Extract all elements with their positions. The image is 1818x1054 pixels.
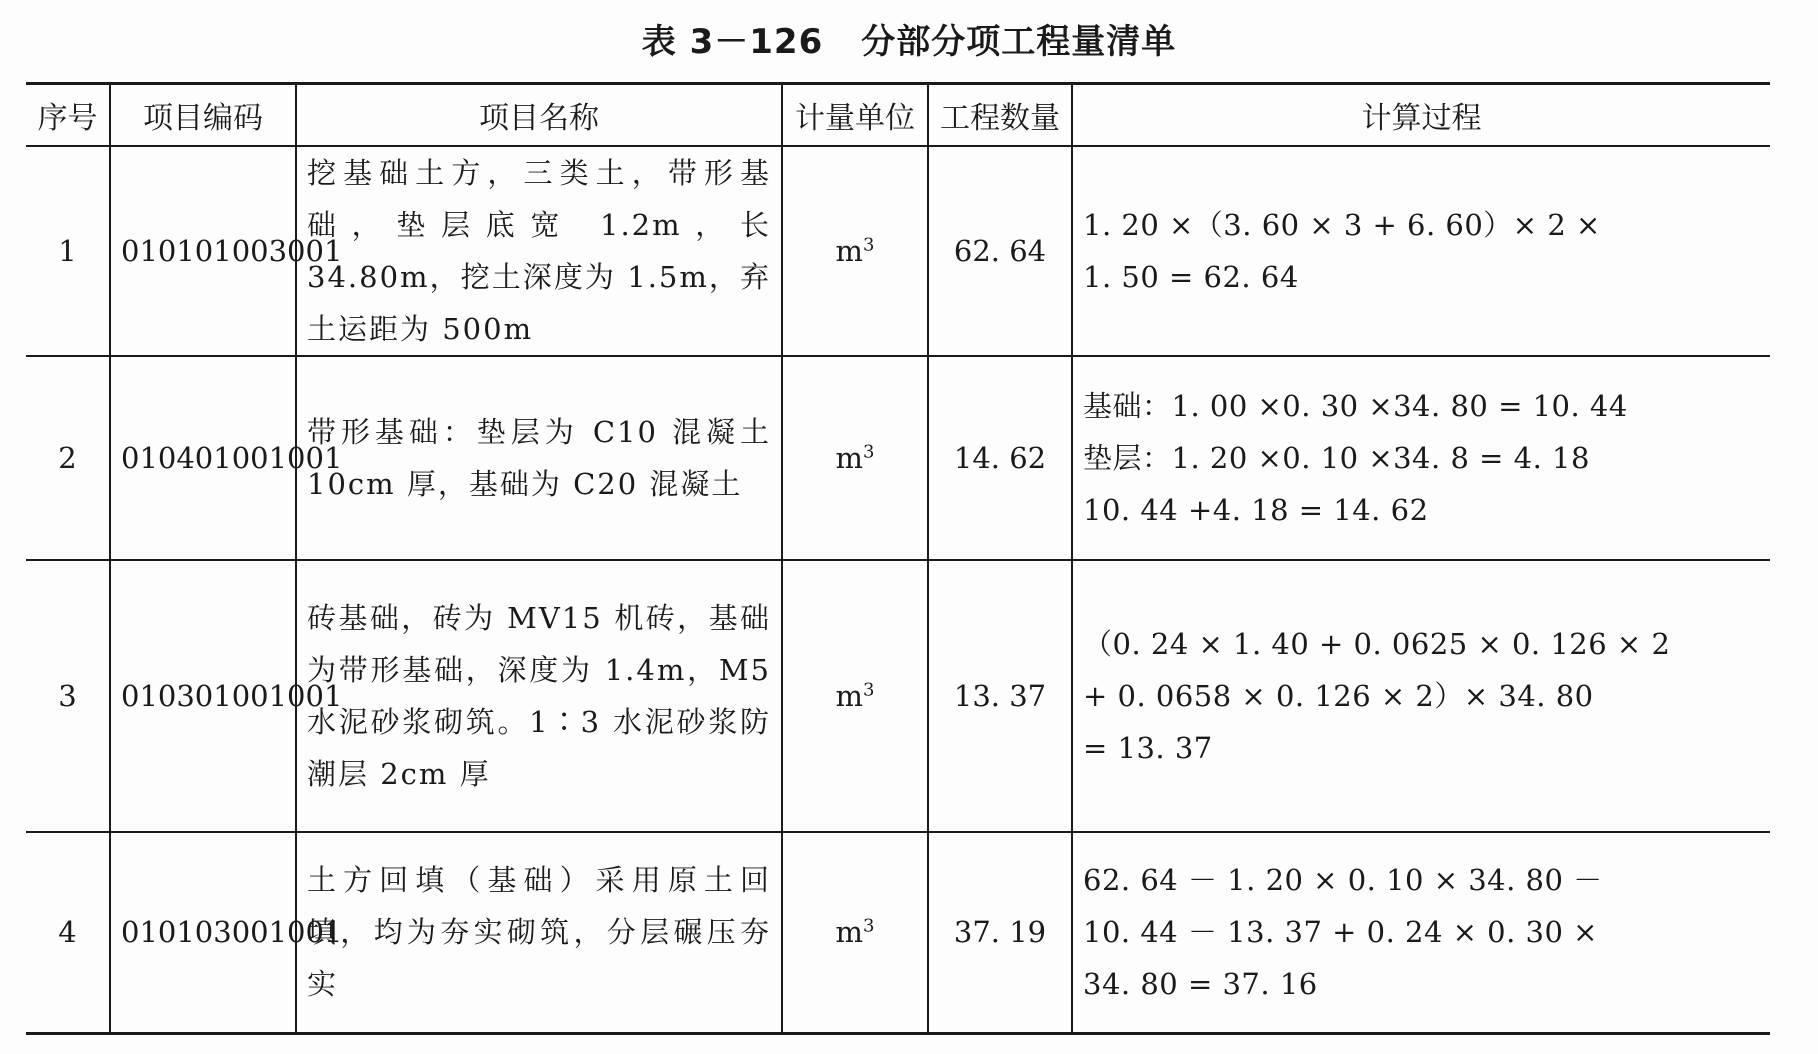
calc-line: 1. 20 ×（3. 60 × 3 + 6. 60）× 2 × bbox=[1083, 207, 1601, 242]
unit-base: m bbox=[835, 233, 864, 268]
cell-code: 010103001001 bbox=[110, 832, 296, 1034]
cell-code: 010401001001 bbox=[110, 356, 296, 560]
calc-line: 10. 44 +4. 18 = 14. 62 bbox=[1083, 492, 1429, 527]
cell-unit bbox=[782, 356, 928, 560]
cell-unit bbox=[782, 560, 928, 832]
cell-qty: 37. 19 bbox=[928, 832, 1072, 1034]
header-seq: 序号 bbox=[26, 84, 110, 146]
cell-seq: 2 bbox=[26, 356, 110, 560]
calc-line: 1. 50 = 62. 64 bbox=[1083, 259, 1299, 294]
cell-seq: 4 bbox=[26, 832, 110, 1034]
cell-seq: 1 bbox=[26, 146, 110, 356]
unit-base: m bbox=[835, 678, 864, 713]
table-row bbox=[26, 356, 1770, 560]
calc-line: + 0. 0658 × 0. 126 × 2）× 34. 80 bbox=[1083, 678, 1594, 713]
cell-name: 土方回填（基础）采用原土回填，均为夯实砌筑，分层碾压夯实 bbox=[296, 832, 782, 1034]
cell-calc bbox=[1072, 146, 1770, 356]
cell-code: 010301001001 bbox=[110, 560, 296, 832]
unit-exponent: 3 bbox=[863, 915, 875, 937]
table-row bbox=[26, 560, 1770, 832]
calc-line: 基础：1. 00 ×0. 30 ×34. 80 = 10. 44 bbox=[1083, 388, 1628, 423]
table-row bbox=[26, 146, 1770, 356]
table-title bbox=[0, 16, 1818, 68]
unit-exponent: 3 bbox=[863, 678, 875, 700]
calc-line: （0. 24 × 1. 40 + 0. 0625 × 0. 126 × 2 bbox=[1083, 626, 1671, 661]
cell-name: 砖基础，砖为 MV15 机砖，基础为带形基础，深度为 1.4m，M5 水泥砂浆砌筑。1∶3 水泥砂浆防潮层 2cm 厚 bbox=[296, 560, 782, 832]
cell-qty: 62. 64 bbox=[928, 146, 1072, 356]
header-calc: 计算过程 bbox=[1072, 84, 1770, 146]
header-qty: 工程数量 bbox=[928, 84, 1072, 146]
table-row bbox=[26, 832, 1770, 1034]
cell-calc bbox=[1072, 356, 1770, 560]
calc-line: 垫层：1. 20 ×0. 10 ×34. 8 = 4. 18 bbox=[1083, 440, 1590, 475]
calc-line: 34. 80 = 37. 16 bbox=[1083, 967, 1318, 1002]
cell-unit bbox=[782, 146, 928, 356]
unit-exponent: 3 bbox=[863, 440, 875, 462]
bill-of-quantities-table bbox=[26, 82, 1770, 1035]
header-code: 项目编码 bbox=[110, 84, 296, 146]
cell-calc bbox=[1072, 832, 1770, 1034]
calc-line: 62. 64 － 1. 20 × 0. 10 × 34. 80 － bbox=[1083, 863, 1603, 898]
cell-unit bbox=[782, 832, 928, 1034]
table-header bbox=[26, 84, 1770, 146]
cell-seq: 3 bbox=[26, 560, 110, 832]
table-number: 表 3－126 bbox=[641, 22, 824, 62]
header-unit: 计量单位 bbox=[782, 84, 928, 146]
calc-line: = 13. 37 bbox=[1083, 730, 1213, 765]
header-row bbox=[26, 84, 1770, 146]
calc-line: 10. 44 － 13. 37 + 0. 24 × 0. 30 × bbox=[1083, 915, 1598, 950]
unit-exponent: 3 bbox=[863, 233, 875, 255]
cell-qty: 14. 62 bbox=[928, 356, 1072, 560]
table-caption: 分部分项工程量清单 bbox=[861, 22, 1177, 62]
cell-name: 挖基础土方，三类土，带形基础，垫层底宽 1.2m，长 34.80m，挖土深度为 1.5m，弃土运距为 500m bbox=[296, 146, 782, 356]
cell-code: 010101003001 bbox=[110, 146, 296, 356]
unit-base: m bbox=[835, 440, 864, 475]
header-name: 项目名称 bbox=[296, 84, 782, 146]
cell-name: 带形基础：垫层为 C10 混凝土 10cm 厚，基础为 C20 混凝土 bbox=[296, 356, 782, 560]
cell-qty: 13. 37 bbox=[928, 560, 1072, 832]
unit-base: m bbox=[835, 915, 864, 950]
cell-calc bbox=[1072, 560, 1770, 832]
table-body bbox=[26, 146, 1770, 1034]
